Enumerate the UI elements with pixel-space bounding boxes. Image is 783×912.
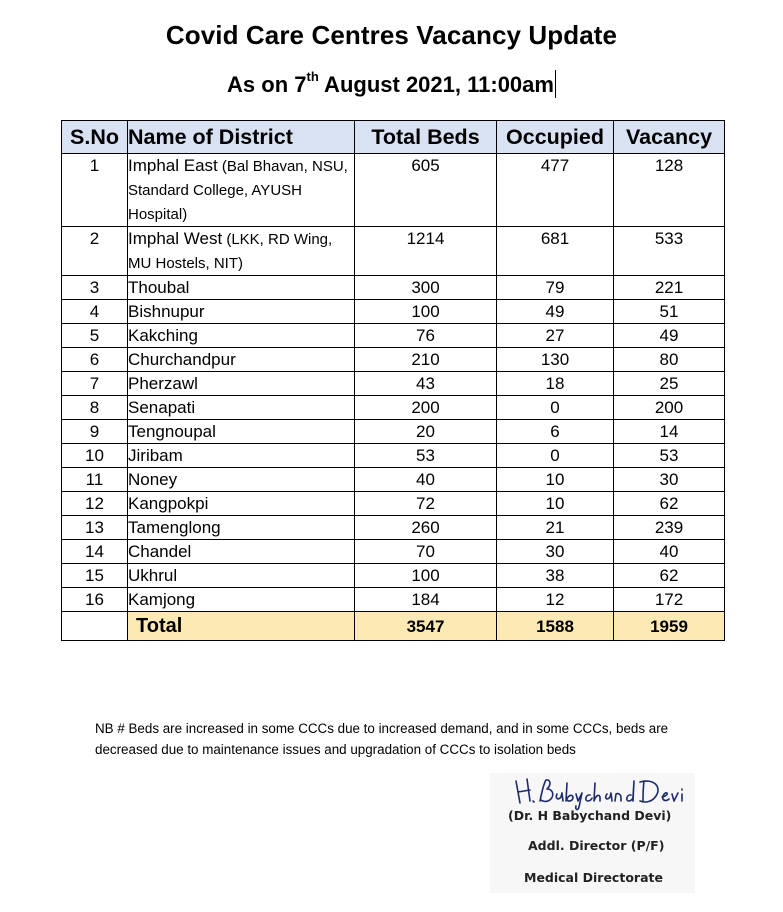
cell-sno: 11	[62, 468, 128, 492]
text-cursor	[555, 70, 556, 98]
cell-occupied: 10	[497, 468, 614, 492]
cell-sno: 16	[62, 588, 128, 612]
cell-vacancy: 172	[614, 588, 725, 612]
cell-occupied: 38	[497, 564, 614, 588]
cell-occupied: 0	[497, 444, 614, 468]
cell-sno: 1	[62, 154, 128, 227]
cell-total-beds: 72	[355, 492, 497, 516]
cell-occupied: 49	[497, 300, 614, 324]
cell-district: Noney	[128, 468, 355, 492]
total-occupied: 1588	[497, 612, 614, 641]
cell-district: Churchandpur	[128, 348, 355, 372]
cell-district: Tengnoupal	[128, 420, 355, 444]
handwritten-signature	[512, 773, 687, 813]
cell-total-beds: 200	[355, 396, 497, 420]
date-suffix: August 2021, 11:00am	[318, 72, 554, 97]
signature-block	[490, 773, 695, 893]
table-row	[62, 468, 725, 492]
table-row	[62, 516, 725, 540]
cell-district: Senapati	[128, 396, 355, 420]
cell-total-beds: 76	[355, 324, 497, 348]
cell-vacancy: 62	[614, 492, 725, 516]
cell-vacancy: 14	[614, 420, 725, 444]
header-sno: S.No	[62, 121, 128, 154]
cell-district: Ukhrul	[128, 564, 355, 588]
total-beds: 3547	[355, 612, 497, 641]
district-name: Imphal West	[128, 229, 223, 248]
cell-total-beds: 100	[355, 564, 497, 588]
cell-district: Tamenglong	[128, 516, 355, 540]
cell-total-beds: 43	[355, 372, 497, 396]
total-row	[62, 612, 725, 641]
cell-vacancy: 221	[614, 276, 725, 300]
cell-total-beds: 300	[355, 276, 497, 300]
cell-vacancy: 239	[614, 516, 725, 540]
cell-occupied: 130	[497, 348, 614, 372]
table-row	[62, 348, 725, 372]
cell-sno: 7	[62, 372, 128, 396]
cell-total-beds: 605	[355, 154, 497, 227]
cell-vacancy: 51	[614, 300, 725, 324]
cell-vacancy: 62	[614, 564, 725, 588]
cell-district	[128, 154, 355, 227]
cell-total-beds: 20	[355, 420, 497, 444]
cell-district: Thoubal	[128, 276, 355, 300]
table-row	[62, 420, 725, 444]
cell-sno: 4	[62, 300, 128, 324]
table-row	[62, 372, 725, 396]
cell-occupied: 27	[497, 324, 614, 348]
cell-district: Kakching	[128, 324, 355, 348]
cell-occupied: 6	[497, 420, 614, 444]
cell-total-beds: 70	[355, 540, 497, 564]
table-row	[62, 154, 725, 227]
cell-sno: 9	[62, 420, 128, 444]
header-total-beds: Total Beds	[355, 121, 497, 154]
cell-vacancy: 49	[614, 324, 725, 348]
cell-district: Jiribam	[128, 444, 355, 468]
cell-total-beds: 260	[355, 516, 497, 540]
cell-total-beds: 100	[355, 300, 497, 324]
district-detail: (LKK, RD Wing, MU Hostels, NIT)	[128, 231, 333, 272]
vacancy-table	[61, 120, 725, 641]
table-row	[62, 300, 725, 324]
cell-district	[128, 227, 355, 276]
cell-sno: 5	[62, 324, 128, 348]
table-row	[62, 276, 725, 300]
cell-sno: 8	[62, 396, 128, 420]
cell-total-beds: 184	[355, 588, 497, 612]
cell-district: Bishnupur	[128, 300, 355, 324]
cell-sno: 12	[62, 492, 128, 516]
cell-total-beds: 53	[355, 444, 497, 468]
table-row	[62, 324, 725, 348]
table-row	[62, 492, 725, 516]
cell-vacancy: 30	[614, 468, 725, 492]
table-row	[62, 444, 725, 468]
cell-sno: 13	[62, 516, 128, 540]
cell-sno: 2	[62, 227, 128, 276]
cell-district: Chandel	[128, 540, 355, 564]
cell-occupied: 12	[497, 588, 614, 612]
district-name: Imphal East	[128, 156, 218, 175]
cell-vacancy: 53	[614, 444, 725, 468]
cell-sno: 10	[62, 444, 128, 468]
signatory-designation: Addl. Director (P/F)	[528, 838, 665, 853]
cell-occupied: 681	[497, 227, 614, 276]
document-title: Covid Care Centres Vacancy Update	[165, 20, 618, 50]
table-row	[62, 540, 725, 564]
document-date	[0, 70, 783, 98]
cell-occupied: 10	[497, 492, 614, 516]
district-detail: (Bal Bhavan, NSU, Standard College, AYUSH Hospital)	[128, 158, 348, 223]
cell-occupied: 477	[497, 154, 614, 227]
header-district: Name of District	[128, 121, 355, 154]
cell-vacancy: 40	[614, 540, 725, 564]
total-label: Total	[128, 612, 355, 641]
header-vacancy: Vacancy	[614, 121, 725, 154]
footnote: NB # Beds are increased in some CCCs due to increased demand, and in some CCCs, beds are decreased due to maintenance issues and upgradation of CCCs to isolation beds	[95, 721, 669, 757]
cell-sno: 14	[62, 540, 128, 564]
cell-vacancy: 200	[614, 396, 725, 420]
cell-occupied: 18	[497, 372, 614, 396]
cell-vacancy: 25	[614, 372, 725, 396]
table-row	[62, 588, 725, 612]
cell-sno: 6	[62, 348, 128, 372]
cell-occupied: 21	[497, 516, 614, 540]
cell-total-beds: 1214	[355, 227, 497, 276]
cell-total-beds: 40	[355, 468, 497, 492]
cell-district: Kangpokpi	[128, 492, 355, 516]
cell-occupied: 0	[497, 396, 614, 420]
table-header-row	[62, 121, 725, 154]
signatory-name: (Dr. H Babychand Devi)	[508, 808, 672, 823]
total-sno-cell	[62, 612, 128, 641]
cell-sno: 15	[62, 564, 128, 588]
signatory-office: Medical Directorate	[524, 870, 663, 885]
date-prefix: As on 7	[227, 72, 307, 97]
cell-vacancy: 80	[614, 348, 725, 372]
table-row	[62, 564, 725, 588]
cell-district: Kamjong	[128, 588, 355, 612]
cell-total-beds: 210	[355, 348, 497, 372]
cell-vacancy: 128	[614, 154, 725, 227]
table-row	[62, 396, 725, 420]
cell-sno: 3	[62, 276, 128, 300]
header-occupied: Occupied	[497, 121, 614, 154]
cell-occupied: 30	[497, 540, 614, 564]
date-superscript: th	[306, 68, 319, 84]
cell-vacancy: 533	[614, 227, 725, 276]
cell-district: Pherzawl	[128, 372, 355, 396]
total-vacancy: 1959	[614, 612, 725, 641]
table-row	[62, 227, 725, 276]
cell-occupied: 79	[497, 276, 614, 300]
